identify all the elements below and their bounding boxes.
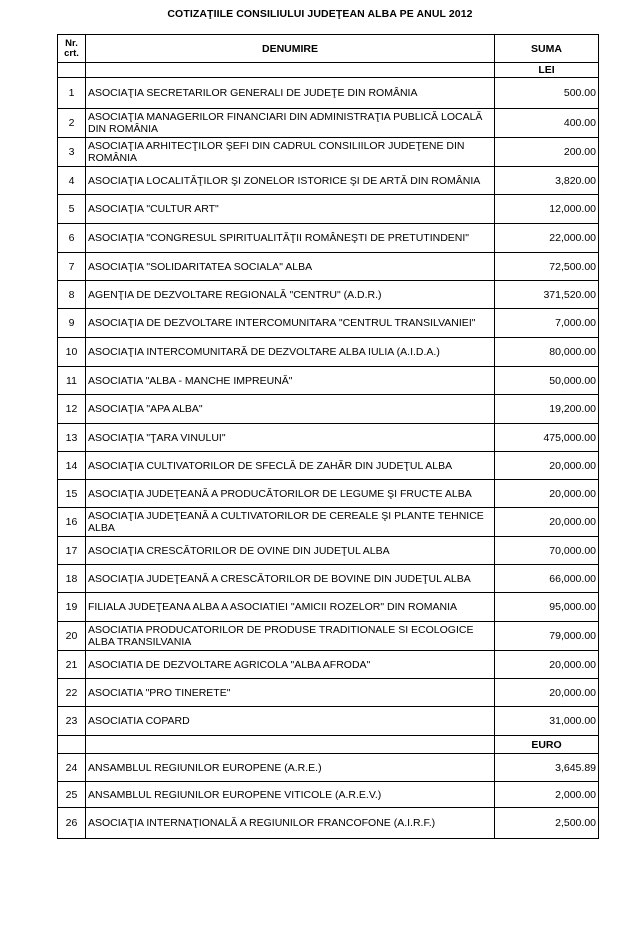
row-sum: 2,500.00 [495,808,599,839]
header-nr: Nr. crt. [58,35,86,63]
row-number: 19 [58,593,86,622]
table-row [58,452,599,480]
row-name: ANSAMBLUL REGIUNILOR EUROPENE VITICOLE (A.R.E.V.) [86,782,495,808]
row-number: 14 [58,452,86,480]
table-row [58,367,599,395]
table-row [58,565,599,593]
row-sum: 79,000.00 [495,622,599,651]
table-row [58,109,599,138]
table-row [58,508,599,537]
row-number: 22 [58,679,86,707]
table-row [58,424,599,452]
row-name: ASOCIAŢIA JUDEŢEANĂ A PRODUCĂTORILOR DE LEGUME ŞI FRUCTE ALBA [86,480,495,508]
euro-section-row [58,736,599,754]
row-sum: 70,000.00 [495,537,599,565]
row-sum: 200.00 [495,138,599,167]
table-body [58,63,599,839]
row-sum: 20,000.00 [495,679,599,707]
row-name: ASOCIAŢIA MANAGERILOR FINANCIARI DIN ADMINISTRAŢIA PUBLICĂ LOCALĂ DIN ROMÂNIA [86,109,495,138]
table-row [58,593,599,622]
table-row [58,167,599,195]
empty-cell [58,63,86,78]
row-number: 26 [58,808,86,839]
row-name: ASOCIAŢIA JUDEŢEANĂ A CRESCĂTORILOR DE BOVINE DIN JUDEŢUL ALBA [86,565,495,593]
row-name: ASOCIAŢIA ARHITECŢILOR ŞEFI DIN CADRUL CONSILIILOR JUDEŢENE DIN ROMÂNIA [86,138,495,167]
row-sum: 475,000.00 [495,424,599,452]
row-sum: 20,000.00 [495,452,599,480]
row-number: 4 [58,167,86,195]
table-row [58,195,599,224]
row-number: 2 [58,109,86,138]
empty-cell [86,63,495,78]
table-row [58,395,599,424]
row-number: 17 [58,537,86,565]
row-sum: 2,000.00 [495,782,599,808]
row-number: 3 [58,138,86,167]
row-number: 6 [58,224,86,253]
row-name: ASOCIAŢIA LOCALITĂŢILOR ŞI ZONELOR ISTORICE ŞI DE ARTĂ DIN ROMÂNIA [86,167,495,195]
row-number: 9 [58,309,86,338]
row-name: ASOCIAŢIA "APA ALBA" [86,395,495,424]
row-name: ASOCIATIA "PRO TINERETE" [86,679,495,707]
row-number: 10 [58,338,86,367]
row-sum: 400.00 [495,109,599,138]
empty-cell [86,736,495,754]
table-row [58,338,599,367]
row-sum: 80,000.00 [495,338,599,367]
row-number: 23 [58,707,86,736]
row-number: 13 [58,424,86,452]
table-row [58,537,599,565]
row-name: ASOCIAŢIA CRESCĂTORILOR DE OVINE DIN JUDEŢUL ALBA [86,537,495,565]
currency-lei: LEI [495,63,599,78]
row-sum: 500.00 [495,78,599,109]
row-number: 18 [58,565,86,593]
table-row [58,480,599,508]
row-number: 20 [58,622,86,651]
row-name: ASOCIAŢIA JUDEŢEANĂ A CULTIVATORILOR DE CEREALE ŞI PLANTE TEHNICE ALBA [86,508,495,537]
row-number: 12 [58,395,86,424]
row-name: ASOCIAŢIA INTERNAŢIONALĂ A REGIUNILOR FRANCOFONE (A.I.R.F.) [86,808,495,839]
row-number: 24 [58,754,86,782]
row-sum: 95,000.00 [495,593,599,622]
empty-cell [58,736,86,754]
table-row [58,253,599,281]
row-name: ASOCIAŢIA "ŢARA VINULUI" [86,424,495,452]
row-sum: 66,000.00 [495,565,599,593]
row-sum: 20,000.00 [495,508,599,537]
row-number: 16 [58,508,86,537]
row-sum: 7,000.00 [495,309,599,338]
row-name: ANSAMBLUL REGIUNILOR EUROPENE (A.R.E.) [86,754,495,782]
table-row [58,138,599,167]
row-sum: 20,000.00 [495,651,599,679]
header-denumire: DENUMIRE [86,35,495,63]
row-number: 5 [58,195,86,224]
row-name: FILIALA JUDEŢEANA ALBA A ASOCIATIEI "AMICII ROZELOR" DIN ROMANIA [86,593,495,622]
table-row [58,651,599,679]
table-row [58,808,599,839]
row-number: 1 [58,78,86,109]
table-row [58,309,599,338]
row-sum: 3,820.00 [495,167,599,195]
row-sum: 50,000.00 [495,367,599,395]
table-row [58,224,599,253]
row-number: 8 [58,281,86,309]
row-number: 15 [58,480,86,508]
row-name: ASOCIAŢIA "CULTUR ART" [86,195,495,224]
table-row [58,679,599,707]
table-row [58,782,599,808]
row-name: ASOCIAŢIA CULTIVATORILOR DE SFECLĂ DE ZAHĂR DIN JUDEŢUL ALBA [86,452,495,480]
row-number: 21 [58,651,86,679]
row-sum: 12,000.00 [495,195,599,224]
row-name: ASOCIAŢIA DE DEZVOLTARE INTERCOMUNITARA "CENTRUL TRANSILVANIEI" [86,309,495,338]
row-name: ASOCIAŢIA SECRETARILOR GENERALI DE JUDEŢE DIN ROMÂNIA [86,78,495,109]
row-name: ASOCIATIA COPARD [86,707,495,736]
row-name: ASOCIAŢIA "CONGRESUL SPIRITUALITĂŢII ROMÂNEŞTI DE PRETUTINDENI" [86,224,495,253]
row-number: 11 [58,367,86,395]
row-sum: 20,000.00 [495,480,599,508]
row-name: ASOCIAŢIA "SOLIDARITATEA SOCIALA" ALBA [86,253,495,281]
header-row [58,35,599,63]
contributions-table [57,34,599,839]
row-name: ASOCIATIA DE DEZVOLTARE AGRICOLA "ALBA AFRODA" [86,651,495,679]
row-number: 7 [58,253,86,281]
row-sum: 31,000.00 [495,707,599,736]
row-sum: 3,645.89 [495,754,599,782]
row-name: AGENŢIA DE DEZVOLTARE REGIONALĂ "CENTRU" (A.D.R.) [86,281,495,309]
currency-euro: EURO [495,736,599,754]
page-title: COTIZAŢIILE CONSILIULUI JUDEŢEAN ALBA PE ANUL 2012 [167,8,473,20]
row-sum: 72,500.00 [495,253,599,281]
row-name: ASOCIATIA "ALBA - MANCHE IMPREUNĂ" [86,367,495,395]
table-row [58,707,599,736]
row-name: ASOCIATIA PRODUCATORILOR DE PRODUSE TRADITIONALE SI ECOLOGICE ALBA TRANSILVANIA [86,622,495,651]
table-row [58,622,599,651]
row-sum: 19,200.00 [495,395,599,424]
row-sum: 371,520.00 [495,281,599,309]
header-suma: SUMA [495,35,599,63]
table-row [58,754,599,782]
table-row [58,78,599,109]
lei-section-row [58,63,599,78]
row-number: 25 [58,782,86,808]
row-name: ASOCIAŢIA INTERCOMUNITARĂ DE DEZVOLTARE ALBA IULIA (A.I.D.A.) [86,338,495,367]
row-sum: 22,000.00 [495,224,599,253]
table-row [58,281,599,309]
